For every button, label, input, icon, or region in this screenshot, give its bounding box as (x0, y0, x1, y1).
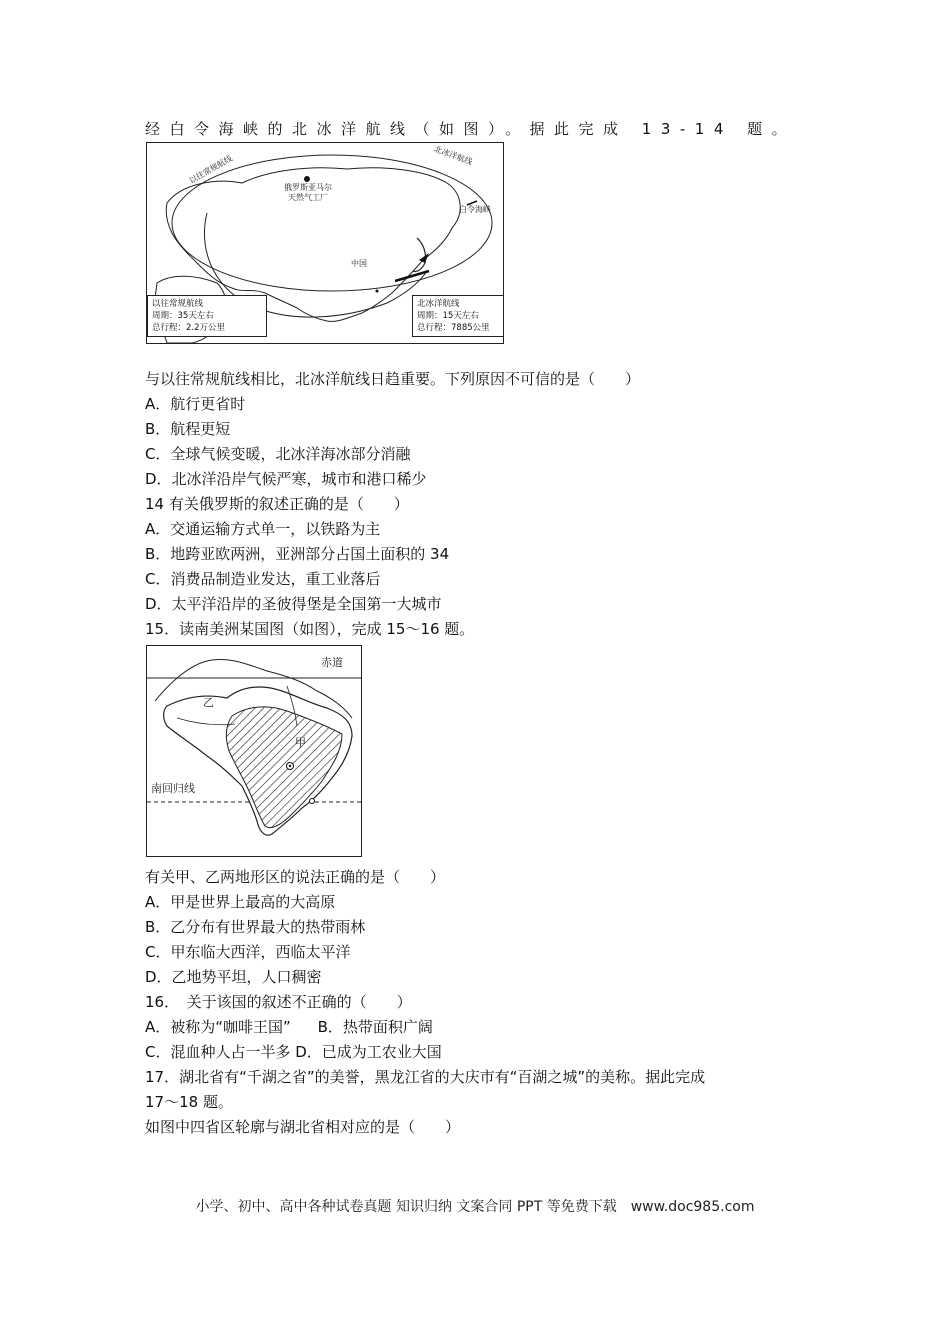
tropic-label: 南回归线 (151, 782, 195, 795)
china-label: 中国 (351, 259, 367, 268)
q16-option-b: B．热带面积广阔 (317, 1018, 433, 1036)
arctic-route-label: 北冰洋航线 (432, 144, 474, 167)
q16-option-row1 (145, 1016, 433, 1038)
q17-line2: 17～18 题。 (145, 1093, 233, 1111)
page-footer: 小学、初中、高中各种试卷真题 知识归纳 文案合同 PPT 等免费下载 www.doc985.com (195, 1199, 755, 1215)
old-route-label: 以往常规航线 (187, 153, 234, 186)
q15-intro: 15．读南美洲某国图（如图），完成 15～16 题。 (145, 620, 475, 638)
south-america-map (146, 645, 362, 857)
q15-option-a: A．甲是世界上最高的大高原 (145, 893, 336, 911)
q17-stem: 如图中四省区轮廓与湖北省相对应的是（ ） (145, 1118, 461, 1136)
plant-label: 俄罗斯亚马尔天然气工厂 (284, 183, 332, 202)
legend-arctic-period: 周期：15天左右 (417, 311, 479, 321)
legend-arctic-distance: 总行程：7885公里 (417, 323, 490, 333)
q15-option-d: D．乙地势平坦，人口稠密 (145, 968, 322, 986)
q16-stem: 16． 关于该国的叙述不正确的（ ） (145, 993, 412, 1011)
q13-option-c: C．全球气候变暖，北冰洋海冰部分消融 (145, 445, 411, 463)
q15-stem: 有关甲、乙两地形区的说法正确的是（ ） (145, 868, 446, 886)
q14-option-a: A．交通运输方式单一，以铁路为主 (145, 520, 381, 538)
bering-label: 白令海峡 (459, 205, 491, 214)
q15-option-b: B．乙分布有世界最大的热带雨林 (145, 918, 366, 936)
q14-option-b: B．地跨亚欧两洲，亚洲部分占国土面积的 34 (145, 545, 450, 563)
south-america-map-drawing (147, 646, 361, 856)
yi-label: 乙 (203, 696, 214, 709)
q14-option-d: D．太平洋沿岸的圣彼得堡是全国第一大城市 (145, 595, 442, 613)
q14-stem: 14 有关俄罗斯的叙述正确的是（ ） (145, 495, 409, 513)
arctic-route-map (146, 142, 504, 344)
intro-line: 经白令海峡的北冰洋航线（如图）。据此完成 13-14 题。 (145, 120, 797, 138)
legend-arctic-route (412, 295, 504, 337)
legend-old-distance: 总行程：2.2万公里 (152, 323, 226, 333)
q15-option-c: C．甲东临大西洋，西临太平洋 (145, 943, 351, 961)
q13-option-b: B．航程更短 (145, 420, 231, 438)
q17-line1: 17．湖北省有“千湖之省”的美誉，黑龙江省的大庆市有“百湖之城”的美称。据此完成 (145, 1068, 706, 1086)
equator-label: 赤道 (321, 656, 343, 669)
q13-option-a: A．航行更省时 (145, 395, 246, 413)
q16-option-row2: C．混血种人占一半多 D．已成为工农业大国 (145, 1043, 442, 1061)
legend-old-route (147, 295, 267, 337)
legend-arctic-title: 北冰洋航线 (417, 299, 460, 309)
q16-option-a: A．被称为“咖啡王国” (145, 1018, 291, 1036)
legend-old-title: 以往常规航线 (152, 299, 204, 309)
legend-old-period: 周期：35天左右 (152, 311, 214, 321)
q14-option-c: C．消费品制造业发达，重工业落后 (145, 570, 381, 588)
q13-option-d: D．北冰洋沿岸气候严寒，城市和港口稀少 (145, 470, 427, 488)
q13-stem: 与以往常规航线相比，北冰洋航线日趋重要。下列原因不可信的是（ ） (145, 370, 641, 388)
jia-label: 甲 (295, 736, 306, 749)
